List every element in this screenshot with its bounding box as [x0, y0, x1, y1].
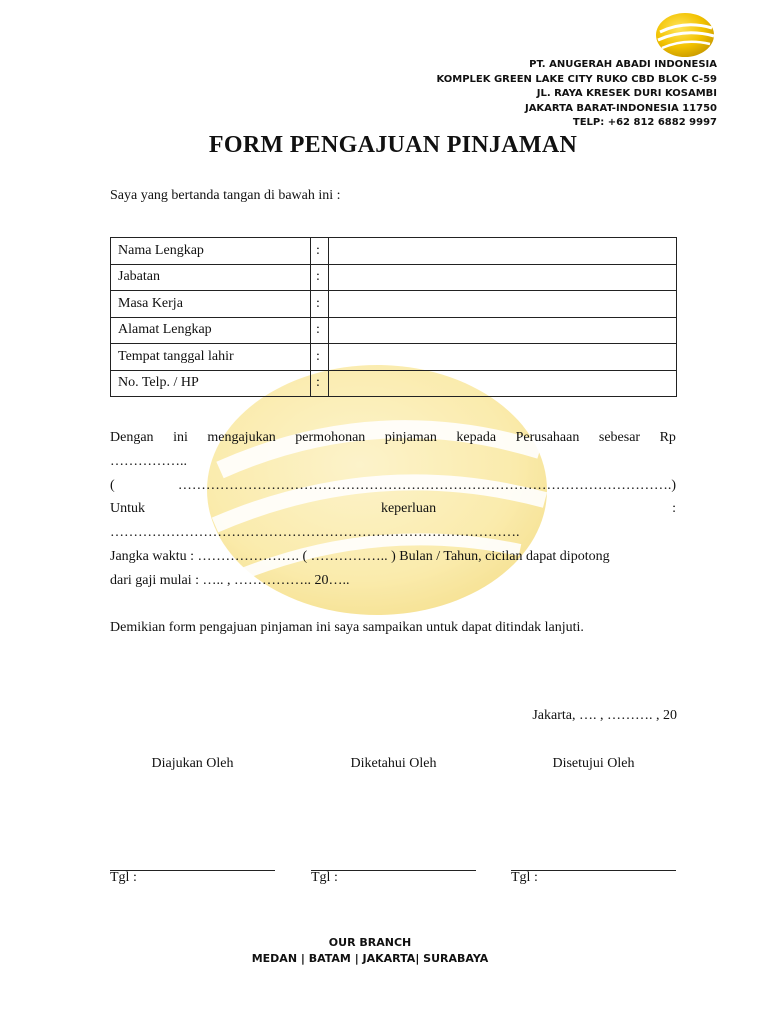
- term-line: Jangka waktu : …………………. ( …………….. ) Bulan / Tahun, cicilan dapat dipotong: [110, 548, 610, 564]
- place-date: Jakarta, …. , ………. , 20: [532, 708, 677, 723]
- field-label: Jabatan: [111, 264, 311, 291]
- word: Dengan: [110, 430, 154, 445]
- field-colon: :: [311, 317, 329, 344]
- field-colon: :: [311, 370, 329, 397]
- word: ini: [173, 430, 188, 445]
- closing-statement: Demikian form pengajuan pinjaman ini saya sampaikan untuk dapat ditindak lanjuti.: [110, 620, 584, 635]
- signature-title-submitted: Diajukan Oleh: [151, 756, 234, 771]
- form-title: FORM PENGAJUAN PINJAMAN: [208, 132, 578, 158]
- applicant-info-table: [110, 237, 677, 397]
- company-address-line: JAKARTA BARAT-INDONESIA 11750: [524, 102, 717, 114]
- signature-title-approved: Disetujui Oleh: [552, 756, 635, 771]
- word: mengajukan: [207, 430, 276, 445]
- company-address-block: [436, 58, 717, 131]
- word: Untuk: [110, 501, 145, 517]
- field-value-cell[interactable]: [329, 317, 677, 344]
- table-row: [111, 317, 677, 344]
- table-row: [111, 264, 677, 291]
- table-row: [111, 291, 677, 318]
- deduction-start-line: dari gaji mulai : ….. , …………….. 20…..: [110, 572, 350, 588]
- company-name: PT. ANUGERAH ABADI INDONESIA: [529, 59, 717, 70]
- field-value-cell[interactable]: [329, 291, 677, 318]
- purpose-line: [110, 497, 676, 521]
- table-row: [111, 370, 677, 397]
- signature-date-label: Tgl :: [311, 870, 338, 885]
- field-value-cell[interactable]: [329, 370, 677, 397]
- footer-heading: OUR BRANCH: [328, 936, 412, 949]
- word: keperluan: [380, 501, 437, 517]
- signature-title-acknowledged: Diketahui Oleh: [350, 756, 437, 771]
- field-label: Alamat Lengkap: [111, 317, 311, 344]
- company-address-line: KOMPLEK GREEN LAKE CITY RUKO CBD BLOK C-59: [436, 73, 717, 85]
- amount-in-words-line: [110, 474, 676, 498]
- signature-date-label: Tgl :: [110, 870, 137, 885]
- loan-amount-line: [110, 426, 676, 450]
- amount-in-words-blank: …………………………………………………………………………………………….): [177, 477, 676, 493]
- word: :: [672, 501, 676, 517]
- field-value-cell[interactable]: [329, 344, 677, 371]
- word: Rp: [659, 430, 676, 445]
- company-phone: TELP: +62 812 6882 9997: [572, 117, 717, 128]
- field-label: Nama Lengkap: [111, 238, 311, 265]
- word: sebesar: [598, 430, 641, 445]
- field-label: Masa Kerja: [111, 291, 311, 318]
- table-row: [111, 238, 677, 265]
- field-colon: :: [311, 238, 329, 265]
- word: pinjaman: [384, 430, 437, 445]
- word: permohonan: [295, 430, 366, 445]
- field-label: No. Telp. / HP: [111, 370, 311, 397]
- field-value-cell[interactable]: [329, 238, 677, 265]
- field-label: Tempat tanggal lahir: [111, 344, 311, 371]
- open-paren: (: [110, 477, 115, 493]
- table-row: [111, 344, 677, 371]
- field-colon: :: [311, 264, 329, 291]
- company-logo-icon: [654, 12, 716, 58]
- intro-text: Saya yang bertanda tangan di bawah ini :: [110, 188, 341, 203]
- purpose-blank: …………………………………………………………………………….: [110, 525, 520, 541]
- field-colon: :: [311, 344, 329, 371]
- word: Perusahaan: [515, 430, 580, 445]
- company-address-line: JL. RAYA KRESEK DURI KOSAMBI: [536, 88, 717, 99]
- word: kepada: [456, 430, 497, 445]
- loan-request-paragraph: [110, 426, 676, 593]
- signature-date-label: Tgl :: [511, 870, 538, 885]
- loan-amount-blank: ……………..: [110, 453, 187, 469]
- field-value-cell[interactable]: [329, 264, 677, 291]
- footer-branches: MEDAN | BATAM | JAKARTA| SURABAYA: [251, 951, 489, 965]
- field-colon: :: [311, 291, 329, 318]
- footer: [0, 935, 740, 966]
